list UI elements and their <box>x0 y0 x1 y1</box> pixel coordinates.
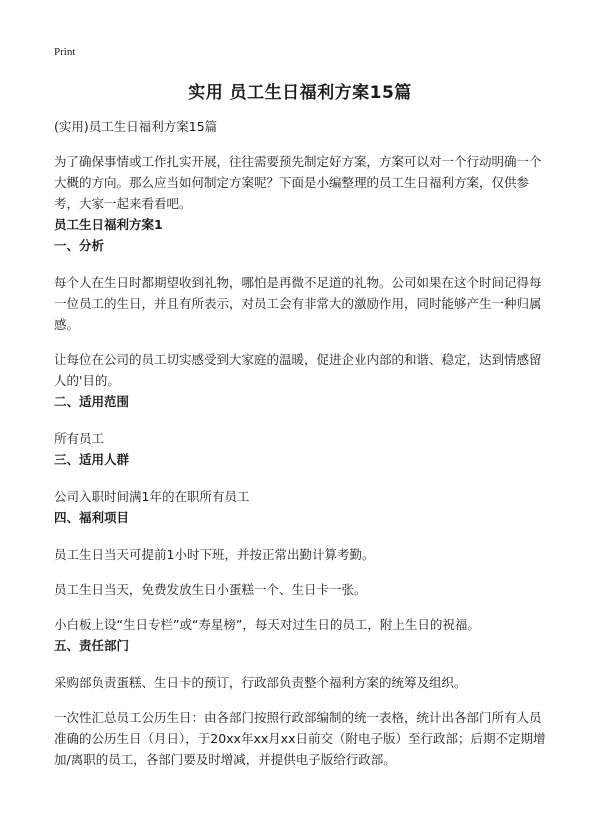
print-label: Print <box>54 46 76 58</box>
plan-title: 员工生日福利方案1 <box>54 217 163 232</box>
section-4-paragraph-3: 小白板上设“生日专栏”或“寿星榜”，每天对过生日的员工，附上生日的祝福。 <box>54 617 480 632</box>
section-4-paragraph-1: 员工生日当天可提前1小时下班，并按正常出勤计算考勤。 <box>54 547 375 562</box>
section-1-paragraph-1: 每个人在生日时都期望收到礼物，哪怕是再微不足道的礼物。公司如果在这个时间记得每一位员工的生日，并且有所表示，对员工会有非常大的激励作用，同时能够产生一种归属感。 <box>54 275 542 332</box>
section-4-paragraph-2: 员工生日当天，免费发放生日小蛋糕一个、生日卡一张。 <box>54 582 367 597</box>
intro-paragraph: 为了确保事情或工作扎实开展，往往需要预先制定好方案，方案可以对一个行动明确一个大概的方向。那么应当如何制定方案呢？下面是小编整理的员工生日福利方案，仅供参考，大家一起来看看吧。 <box>54 154 542 211</box>
section-4-heading: 四、福利项目 <box>54 510 130 525</box>
section-1-heading: 一、分析 <box>54 238 105 253</box>
document-title: 实用 员工生日福利方案15篇 <box>188 83 412 103</box>
section-5-paragraph-2: 一次性汇总员工公历生日：由各部门按照行政部编制的统一表格，统计出各部门所有人员准确的公历生日（月日），于20xx年xx月xx日前交（附电子版）至行政部；后期不定期增加/离职的员工，各部门要及时增减，并提供电子版给行政部。 <box>54 710 546 767</box>
section-3-paragraph-1: 公司入职时间满1年的在职所有员工 <box>54 489 250 504</box>
section-2-heading: 二、适用范围 <box>54 394 130 409</box>
section-3-heading: 三、适用人群 <box>54 452 130 467</box>
document-subtitle: (实用)员工生日福利方案15篇 <box>54 119 218 134</box>
document-body <box>54 116 550 770</box>
section-5-heading: 五、责任部门 <box>54 638 130 653</box>
section-2-paragraph-1: 所有员工 <box>54 431 105 446</box>
section-1-paragraph-2: 让每位在公司的员工切实感受到大家庭的温暖，促进企业内部的和谐、稳定，达到情感留人的'目的。 <box>54 352 542 388</box>
section-5-paragraph-1: 采购部负责蛋糕、生日卡的预订，行政部负责整个福利方案的统筹及组织。 <box>54 675 467 690</box>
